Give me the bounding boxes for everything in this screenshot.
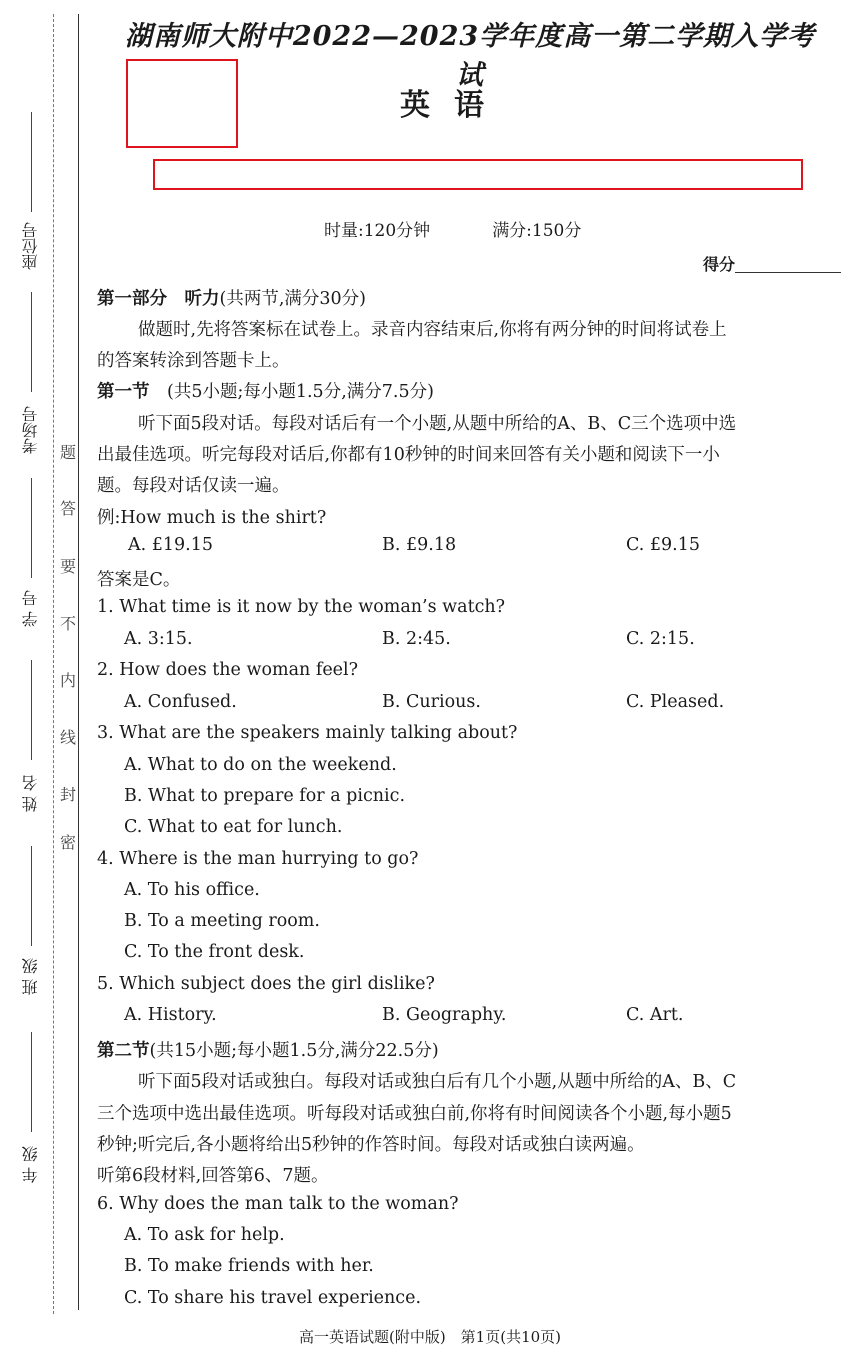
- question-1: 1. What time is it now by the woman’s watch?: [97, 597, 506, 617]
- question-4-option-b: B. To a meeting room.: [124, 911, 320, 931]
- section2-instruction-2: 三个选项中选出最佳选项。听每段对话或独白前,你将有时间阅读各个小题,每小题5: [97, 1104, 732, 1124]
- question-2: 2. How does the woman feel?: [97, 660, 359, 680]
- seal-char: 密: [60, 833, 77, 852]
- exam-room-blank: [31, 478, 32, 578]
- class-blank: [31, 1032, 32, 1132]
- question-5-option-a: A. History.: [124, 1005, 217, 1025]
- question-3-option-a: A. What to do on the weekend.: [124, 755, 397, 775]
- example-answer: 答案是C。: [97, 570, 181, 590]
- section1-instruction-3: 题。每段对话仅读一遍。: [97, 476, 290, 496]
- question-4-option-a: A. To his office.: [124, 880, 260, 900]
- score-blank: [735, 258, 841, 273]
- seal-char: 封: [60, 785, 77, 804]
- subject-title: 英语: [400, 88, 508, 123]
- listening-material-6: 听第6段材料,回答第6、7题。: [97, 1166, 329, 1186]
- grade-label: 年 级: [21, 1146, 40, 1184]
- question-5-option-b: B. Geography.: [382, 1005, 507, 1025]
- section1-instruction-1: 听下面5段对话。每段对话后有一个小题,从题中所给的A、B、C三个选项中选: [138, 414, 737, 434]
- question-1-option-a: A. 3:15.: [124, 629, 193, 649]
- part1-note: (共两节,满分30分): [219, 289, 366, 309]
- section2-heading: [97, 1037, 439, 1062]
- part1-title: 第一部分 听力: [97, 289, 220, 309]
- seat-number-blank-lower: [31, 292, 32, 392]
- part1-instruction-1: 做题时,先将答案标在试卷上。录音内容结束后,你将有两分钟的时间将试卷上: [138, 320, 727, 340]
- question-3-option-b: B. What to prepare for a picnic.: [124, 786, 406, 806]
- seal-char: 题: [60, 443, 77, 462]
- question-4: 4. Where is the man hurrying to go?: [97, 849, 419, 869]
- seat-number-label: 座位号: [21, 222, 40, 270]
- class-label: 班 级: [21, 958, 40, 996]
- name-blank: [31, 846, 32, 946]
- section1-instruction-2: 出最佳选项。听完每段对话后,你都有10秒钟的时间来回答有关小题和阅读下一小: [97, 445, 720, 465]
- exam-title: 湖南师大附中2022—2023学年度高一第二学期入学考试: [124, 21, 816, 91]
- part1-instruction-2: 的答案转涂到答题卡上。: [97, 351, 290, 371]
- example-option-b: B. £9.18: [382, 535, 457, 555]
- seal-char: 要: [60, 557, 77, 576]
- example-option-a: A. £19.15: [128, 535, 213, 555]
- question-6-option-c: C. To share his travel experience.: [124, 1288, 422, 1308]
- question-3: 3. What are the speakers mainly talking about?: [97, 723, 518, 743]
- score-label: 得分: [703, 255, 736, 274]
- seat-number-blank: [31, 112, 32, 212]
- question-1-option-c: C. 2:15.: [626, 629, 695, 649]
- question-3-option-c: C. What to eat for lunch.: [124, 817, 343, 837]
- seal-dashed-line: [53, 14, 54, 1314]
- red-annotation-box: [126, 59, 238, 148]
- student-id-blank: [31, 660, 32, 760]
- question-6-option-a: A. To ask for help.: [124, 1225, 285, 1245]
- part1-heading: [97, 285, 366, 310]
- margin-rule: [78, 14, 79, 1310]
- section2-title: 第二节: [97, 1041, 150, 1061]
- red-annotation-bar: [153, 159, 803, 190]
- seal-char: 答: [60, 499, 77, 518]
- name-label: 姓 名: [21, 775, 40, 813]
- question-6: 6. Why does the man talk to the woman?: [97, 1194, 459, 1214]
- question-2-option-c: C. Pleased.: [626, 692, 725, 712]
- section1-note: (共5小题;每小题1.5分,满分7.5分): [149, 382, 434, 402]
- exam-room-label: 考场号: [21, 406, 40, 454]
- score-field: [703, 252, 841, 275]
- duration: 时量:120分钟: [324, 221, 431, 241]
- question-5-option-c: C. Art.: [626, 1005, 684, 1025]
- student-id-label: 学 号: [21, 590, 40, 628]
- exam-info: [324, 216, 581, 241]
- section2-note: (共15小题;每小题1.5分,满分22.5分): [149, 1041, 439, 1061]
- question-1-option-b: B. 2:45.: [382, 629, 451, 649]
- full-score: 满分:150分: [492, 221, 582, 241]
- example-question: 例:How much is the shirt?: [97, 508, 327, 528]
- section2-instruction-1: 听下面5段对话或独白。每段对话或独白后有几个小题,从题中所给的A、B、C: [138, 1072, 737, 1092]
- seal-char: 内: [60, 671, 77, 690]
- section1-heading: [97, 378, 434, 403]
- seal-char: 不: [60, 614, 77, 633]
- section2-instruction-3: 秒钟;听完后,各小题将给出5秒钟的作答时间。每段对话或独白读两遍。: [97, 1135, 645, 1155]
- question-5: 5. Which subject does the girl dislike?: [97, 974, 435, 994]
- question-2-option-a: A. Confused.: [124, 692, 237, 712]
- question-4-option-c: C. To the front desk.: [124, 942, 305, 962]
- question-6-option-b: B. To make friends with her.: [124, 1256, 374, 1276]
- question-2-option-b: B. Curious.: [382, 692, 481, 712]
- page-footer: 高一英语试题(附中版) 第1页(共10页): [298, 1328, 562, 1346]
- seal-char: 线: [60, 728, 77, 747]
- section1-title: 第一节: [97, 382, 150, 402]
- example-option-c: C. £9.15: [626, 535, 700, 555]
